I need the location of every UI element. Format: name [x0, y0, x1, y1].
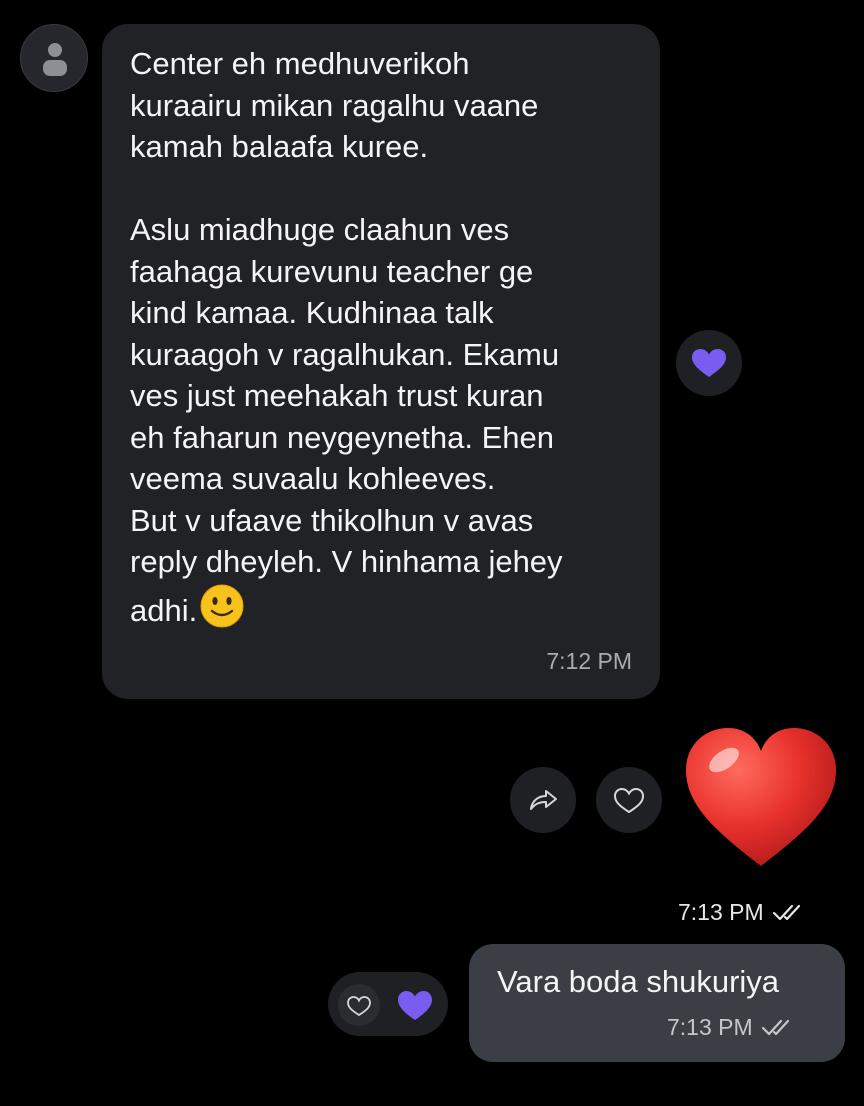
incoming-message-bubble[interactable] — [102, 24, 660, 699]
purple-heart-icon — [394, 984, 436, 1026]
forward-arrow-icon — [510, 767, 576, 833]
react-button[interactable] — [338, 984, 380, 1026]
outgoing-message-time: 7:13 PM — [667, 1014, 753, 1040]
message-reaction[interactable] — [676, 330, 742, 396]
react-button[interactable] — [596, 767, 662, 833]
heart-outline-icon — [596, 767, 662, 833]
outgoing-message-bubble[interactable] — [469, 944, 845, 1062]
sticker-time: 7:13 PM — [678, 899, 808, 926]
red-heart-emoji[interactable] — [682, 724, 840, 870]
heart-outline-icon — [338, 984, 380, 1026]
purple-heart-icon — [676, 330, 742, 396]
read-checkmarks-icon — [772, 903, 808, 923]
read-checkmarks-icon — [761, 1018, 797, 1038]
outgoing-reaction-pill[interactable] — [328, 972, 448, 1036]
outgoing-message-meta — [667, 1014, 797, 1041]
outgoing-message-text: Vara boda shukuriya — [497, 964, 780, 999]
incoming-message-text: Center eh medhuverikoh kuraairu mikan ragalhu vaane kamah balaafa kuree. Aslu miadhuge claahun ves faahaga kurevunu teacher ge kind kamaa. Kudhinaa talk kuraagoh v ragalhukan. Ekamu ves just meehakah trust kuran eh faharun neygeynetha. Ehen veema suvaalu kohleeves. But v ufaave thikolhun v avas reply dheyleh. V hinhama jehey adhi. — [130, 46, 563, 628]
incoming-message-time: 7:12 PM — [546, 648, 632, 674]
slightly-smiling-face-icon — [199, 583, 245, 629]
person-icon — [21, 25, 89, 93]
share-button[interactable] — [510, 767, 576, 833]
contact-avatar[interactable] — [20, 24, 88, 92]
